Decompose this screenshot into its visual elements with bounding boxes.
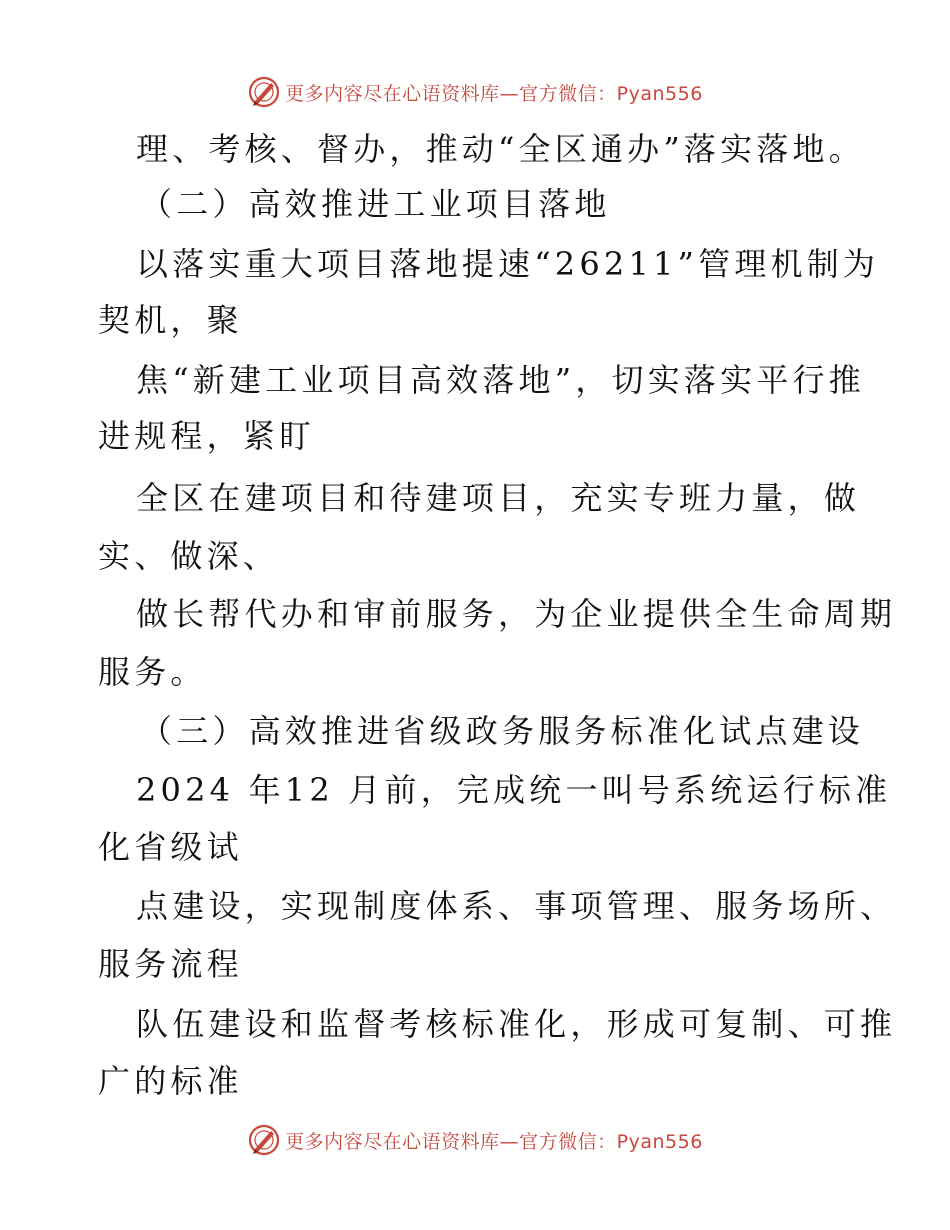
text-line: 焦“新建工业项目高效落地”，切实落实平行推 xyxy=(136,361,865,399)
watermark-text: 更多内容尽在心语资料库—官方微信：Pyan556 xyxy=(285,1130,703,1153)
watermark-text: 更多内容尽在心语资料库—官方微信：Pyan556 xyxy=(285,82,703,105)
text-line: 点建设，实现制度体系、事项管理、服务场所、 xyxy=(136,887,897,925)
section-heading: （三）高效推进省级政务服务标准化试点建设 xyxy=(140,712,865,750)
text-line: 队伍建设和监督考核标准化，形成可复制、可推 xyxy=(136,1005,897,1043)
text-line: 进规程，紧盯 xyxy=(98,417,316,455)
text-line: 契机，聚 xyxy=(98,301,243,339)
text-line: 做长帮代办和审前服务，为企业提供全生命周期 xyxy=(136,595,897,633)
text-line: 全区在建项目和待建项目，充实专班力量，做 xyxy=(136,479,861,517)
pen-seal-logo-icon xyxy=(247,1123,281,1157)
text-line: 化省级试 xyxy=(98,828,243,866)
text-line: 服务流程 xyxy=(98,945,243,983)
footer-watermark xyxy=(0,1120,950,1160)
text-line: 以落实重大项目落地提速“26211”管理机制为 xyxy=(136,245,880,283)
text-line: 服务。 xyxy=(98,653,207,691)
section-heading: （二）高效推进工业项目落地 xyxy=(140,185,611,223)
text-line: 广的标准 xyxy=(98,1062,243,1100)
text-line: 理、考核、督办，推动“全区通办”落实落地。 xyxy=(136,130,865,168)
text-line: 2024 年12 月前，完成统一叫号系统运行标准 xyxy=(136,771,892,809)
text-line: 实、做深、 xyxy=(98,537,280,575)
